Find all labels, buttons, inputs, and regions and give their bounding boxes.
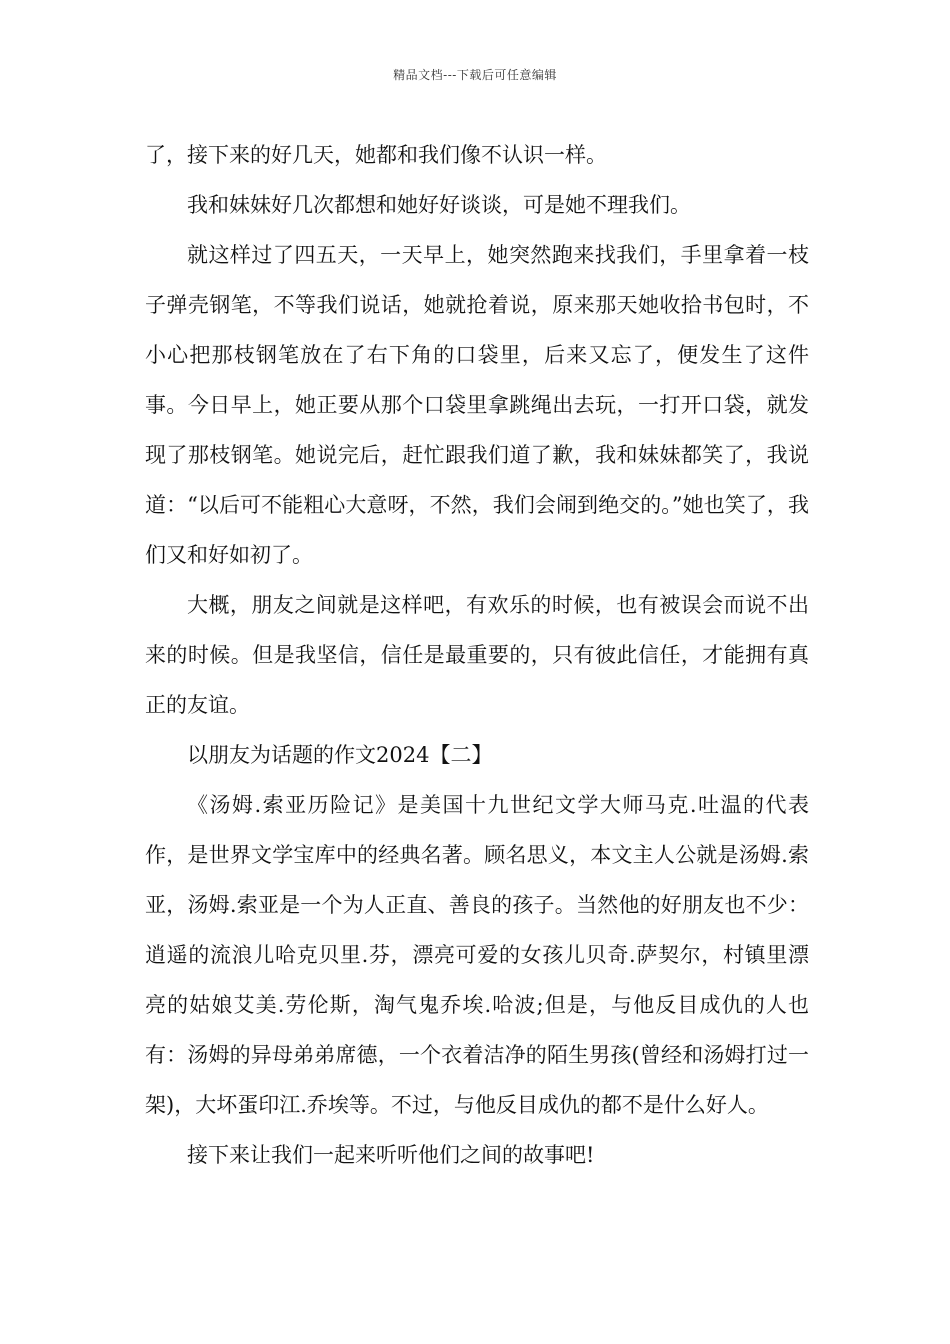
- paragraph: 就这样过了四五天，一天早上，她突然跑来找我们，手里拿着一枝子弹壳钢笔，不等我们说话，她就抢着说，原来那天她收拾书包时，不小心把那枝钢笔放在了右下角的口袋里，后来又忘了，便发生了这件事。今日早上，她正要从那个口袋里拿跳绳出去玩，一打开口袋，就发现了那枝钢笔。她说完后，赶忙跟我们道了歉，我和妹妹都笑了，我说道：“以后可不能粗心大意呀，不然，我们会闹到绝交的。”她也笑了，我们又和好如初了。: [145, 243, 809, 567]
- document-body: [145, 130, 809, 1180]
- paragraph: 我和妹妹好几次都想和她好好谈谈，可是她不理我们。: [187, 193, 691, 217]
- page-header: 精品文档---下载后可任意编辑: [393, 68, 557, 82]
- paragraph: 大概，朋友之间就是这样吧，有欢乐的时候，也有被误会而说不出来的时候。但是我坚信，信任是最重要的，只有彼此信任，才能拥有真正的友谊。: [145, 593, 809, 717]
- paragraph: 了，接下来的好几天，她都和我们像不认识一样。: [145, 143, 607, 167]
- section-heading: 以朋友为话题的作文2024【二】: [187, 743, 493, 767]
- paragraph: 接下来让我们一起来听听他们之间的故事吧!: [187, 1143, 595, 1167]
- paragraph: 《汤姆.索亚历险记》是美国十九世纪文学大师马克.吐温的代表作，是世界文学宝库中的经典名著。顾名思义，本文主人公就是汤姆.索亚，汤姆.索亚是一个为人正直、善良的孩子。当然他的好朋友也不少：逍遥的流浪儿哈克贝里.芬，漂亮可爱的女孩儿贝奇.萨契尔，村镇里漂亮的姑娘艾美.劳伦斯，淘气鬼乔埃.哈波;但是，与他反目成仇的人也有：汤姆的异母弟弟席德，一个衣着洁净的陌生男孩(曾经和汤姆打过一架)，大坏蛋印江.乔埃等。不过，与他反目成仇的都不是什么好人。: [145, 793, 809, 1117]
